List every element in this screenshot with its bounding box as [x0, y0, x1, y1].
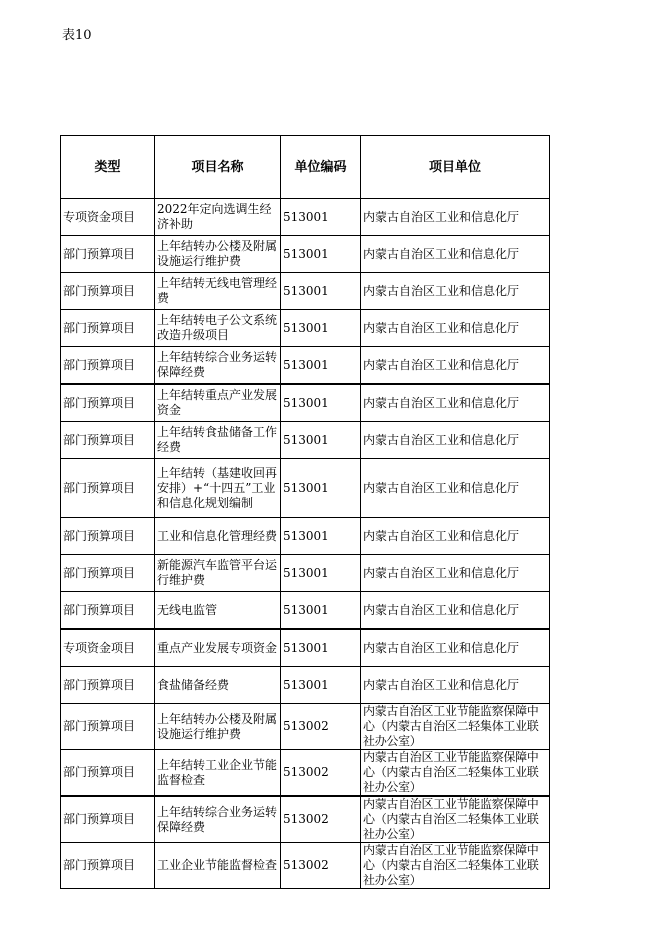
cell-name: 上年结转综合业务运转保障经费: [155, 347, 281, 385]
cell-unit: 内蒙古自治区工业和信息化厅: [361, 592, 550, 630]
project-table: [60, 135, 550, 889]
cell-unit: 内蒙古自治区工业节能监察保障中心（内蒙古自治区二轻集体工业联社办公室）: [361, 796, 550, 843]
header-type: 类型: [61, 136, 155, 199]
cell-code: 513001: [281, 310, 361, 347]
cell-unit: 内蒙古自治区工业和信息化厅: [361, 347, 550, 385]
table-row: [61, 347, 550, 385]
cell-code: 513001: [281, 555, 361, 592]
table-row: [61, 310, 550, 347]
cell-type: 部门预算项目: [61, 384, 155, 422]
cell-name: 无线电监管: [155, 592, 281, 630]
cell-unit: 内蒙古自治区工业和信息化厅: [361, 310, 550, 347]
table-row: [61, 796, 550, 843]
table-row: [61, 629, 550, 667]
cell-name: 上年结转（基建收回再安排）+“十四五”工业和信息化规划编制: [155, 459, 281, 518]
header-name: 项目名称: [155, 136, 281, 199]
cell-code: 513001: [281, 199, 361, 236]
cell-type: 部门预算项目: [61, 704, 155, 750]
cell-type: 部门预算项目: [61, 236, 155, 273]
cell-type: 部门预算项目: [61, 592, 155, 630]
header-code: 单位编码: [281, 136, 361, 199]
cell-code: 513002: [281, 750, 361, 797]
cell-code: 513001: [281, 629, 361, 667]
cell-name: 2022年定向选调生经济补助: [155, 199, 281, 236]
cell-unit: 内蒙古自治区工业节能监察保障中心（内蒙古自治区二轻集体工业联社办公室）: [361, 704, 550, 750]
cell-code: 513002: [281, 796, 361, 843]
table-row: [61, 592, 550, 630]
cell-name: 重点产业发展专项资金: [155, 629, 281, 667]
cell-type: 部门预算项目: [61, 310, 155, 347]
cell-type: 部门预算项目: [61, 422, 155, 459]
header-unit: 项目单位: [361, 136, 550, 199]
cell-unit: 内蒙古自治区工业和信息化厅: [361, 518, 550, 555]
table-row: [61, 199, 550, 236]
cell-type: 部门预算项目: [61, 843, 155, 889]
cell-unit: 内蒙古自治区工业和信息化厅: [361, 555, 550, 592]
cell-type: 部门预算项目: [61, 518, 155, 555]
cell-name: 上年结转重点产业发展资金: [155, 384, 281, 422]
cell-type: 部门预算项目: [61, 347, 155, 385]
cell-unit: 内蒙古自治区工业和信息化厅: [361, 459, 550, 518]
table-row: [61, 236, 550, 273]
cell-type: 专项资金项目: [61, 629, 155, 667]
cell-unit: 内蒙古自治区工业和信息化厅: [361, 273, 550, 310]
table-row: [61, 704, 550, 750]
cell-code: 513002: [281, 704, 361, 750]
cell-code: 513001: [281, 384, 361, 422]
cell-unit: 内蒙古自治区工业节能监察保障中心（内蒙古自治区二轻集体工业联社办公室）: [361, 750, 550, 797]
cell-code: 513001: [281, 459, 361, 518]
cell-type: 部门预算项目: [61, 750, 155, 797]
cell-code: 513001: [281, 667, 361, 704]
cell-unit: 内蒙古自治区工业节能监察保障中心（内蒙古自治区二轻集体工业联社办公室）: [361, 843, 550, 889]
table-row: [61, 555, 550, 592]
table-row: [61, 750, 550, 797]
cell-type: 专项资金项目: [61, 199, 155, 236]
table-row: [61, 843, 550, 889]
cell-name: 上年结转电子公文系统改造升级项目: [155, 310, 281, 347]
cell-name: 上年结转办公楼及附属设施运行维护费: [155, 236, 281, 273]
cell-unit: 内蒙古自治区工业和信息化厅: [361, 199, 550, 236]
cell-type: 部门预算项目: [61, 667, 155, 704]
table-row: [61, 459, 550, 518]
cell-name: 工业企业节能监督检查: [155, 843, 281, 889]
header-row: [61, 136, 550, 199]
cell-code: 513001: [281, 518, 361, 555]
table-row: [61, 518, 550, 555]
cell-type: 部门预算项目: [61, 796, 155, 843]
cell-code: 513001: [281, 236, 361, 273]
cell-name: 上年结转无线电管理经费: [155, 273, 281, 310]
table-row: [61, 384, 550, 422]
cell-code: 513001: [281, 422, 361, 459]
cell-unit: 内蒙古自治区工业和信息化厅: [361, 667, 550, 704]
cell-name: 上年结转食盐储备工作经费: [155, 422, 281, 459]
cell-name: 上年结转综合业务运转保障经费: [155, 796, 281, 843]
cell-unit: 内蒙古自治区工业和信息化厅: [361, 629, 550, 667]
cell-type: 部门预算项目: [61, 555, 155, 592]
cell-code: 513001: [281, 273, 361, 310]
cell-name: 食盐储备经费: [155, 667, 281, 704]
table-row: [61, 667, 550, 704]
cell-code: 513001: [281, 347, 361, 385]
cell-type: 部门预算项目: [61, 273, 155, 310]
cell-name: 上年结转工业企业节能监督检查: [155, 750, 281, 797]
cell-unit: 内蒙古自治区工业和信息化厅: [361, 384, 550, 422]
cell-name: 新能源汽车监管平台运行维护费: [155, 555, 281, 592]
cell-type: 部门预算项目: [61, 459, 155, 518]
cell-code: 513002: [281, 843, 361, 889]
table-row: [61, 273, 550, 310]
cell-unit: 内蒙古自治区工业和信息化厅: [361, 236, 550, 273]
cell-name: 上年结转办公楼及附属设施运行维护费: [155, 704, 281, 750]
table-row: [61, 422, 550, 459]
cell-code: 513001: [281, 592, 361, 630]
cell-unit: 内蒙古自治区工业和信息化厅: [361, 422, 550, 459]
table-label: 表10: [62, 28, 92, 43]
cell-name: 工业和信息化管理经费: [155, 518, 281, 555]
